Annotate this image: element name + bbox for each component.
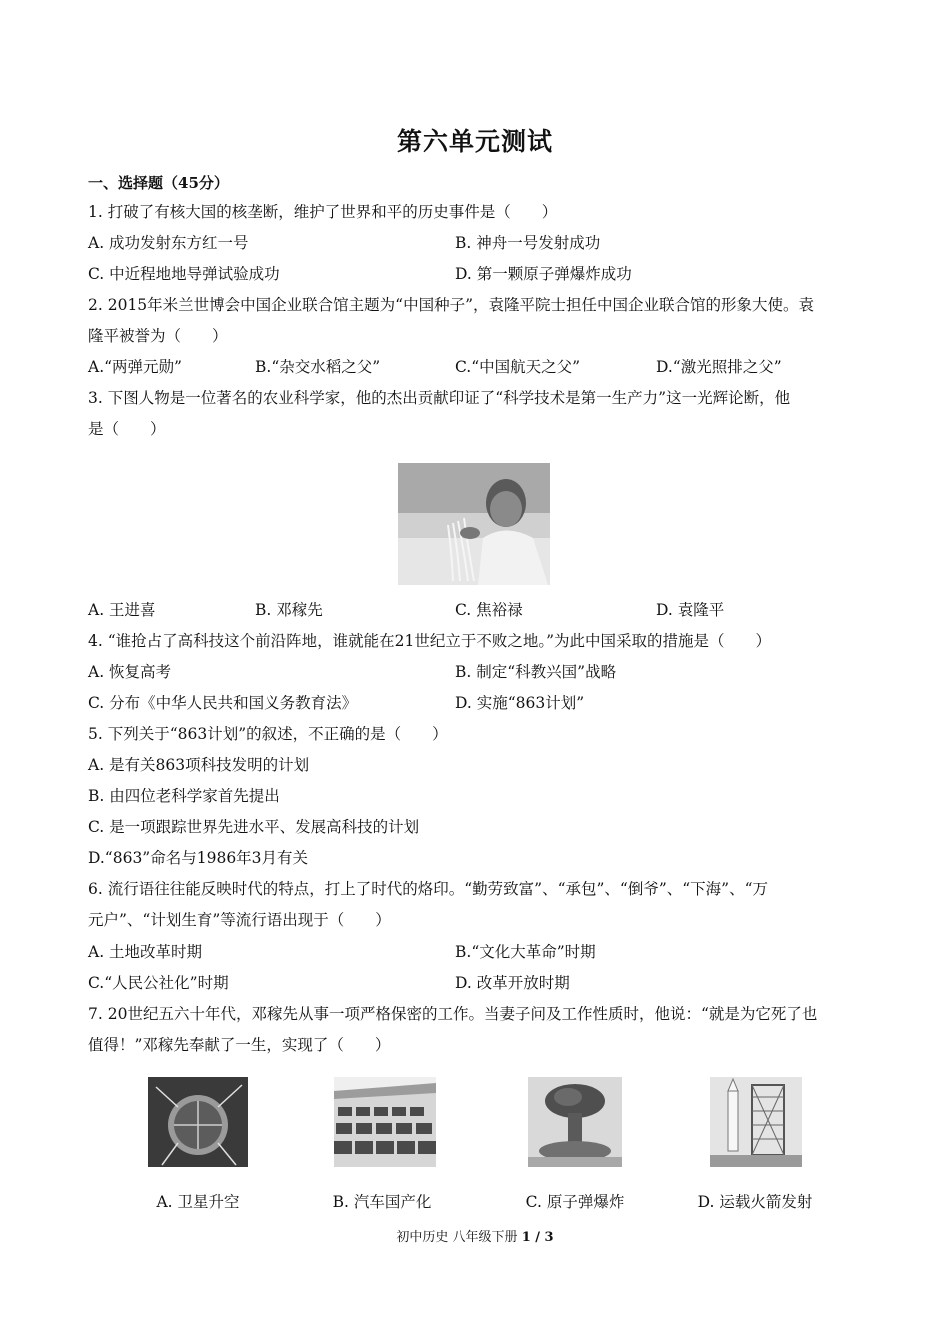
q3-option-b: B. 邓稼先 <box>255 601 323 619</box>
scientist-photo <box>398 463 550 585</box>
footer-page-number: 1 / 3 <box>521 1230 554 1245</box>
q1-option-b: B. 神舟一号发射成功 <box>455 234 601 252</box>
q6-option-c: C.“人民公社化”时期 <box>88 974 229 992</box>
q3-option-a: A. 王进喜 <box>88 601 156 619</box>
cars-photo <box>334 1077 436 1167</box>
q1-option-c: C. 中近程地地导弹试验成功 <box>88 265 280 283</box>
q7-caption-d: D. 运载火箭发射 <box>697 1193 813 1211</box>
question-4-stem: 4. “谁抢占了高科技这个前沿阵地，谁就能在21世纪立于不败之地。”为此中国采取的措施是（ ） <box>88 632 772 650</box>
q1-option-d: D. 第一颗原子弹爆炸成功 <box>455 265 632 283</box>
q5-option-b: B. 由四位老科学家首先提出 <box>88 787 280 805</box>
page-footer <box>0 1226 950 1245</box>
q2-option-a: A.“两弹元勋” <box>88 358 182 376</box>
q1-option-a: A. 成功发射东方红一号 <box>88 234 249 252</box>
question-7-stem-line2: 值得！”邓稼先奉献了一生，实现了（ ） <box>88 1036 391 1054</box>
q4-option-a: A. 恢复高考 <box>88 663 172 681</box>
question-6-stem-line2: 元户”、“计划生育”等流行语出现于（ ） <box>88 911 391 929</box>
section-heading: 一、选择题（45分） <box>88 174 229 192</box>
question-6-stem-line1: 6. 流行语往往能反映时代的特点，打上了时代的烙印。“勤劳致富”、“承包”、“倒爷”、“下海”、“万 <box>88 880 769 898</box>
question-3-stem-line2: 是（ ） <box>88 420 166 438</box>
q7-caption-a: A. 卫星升空 <box>156 1193 240 1211</box>
q4-option-d: D. 实施“863计划” <box>455 694 585 712</box>
q6-option-b: B.“文化大革命”时期 <box>455 943 596 961</box>
q6-option-d: D. 改革开放时期 <box>455 974 570 992</box>
q2-option-b: B.“杂交水稻之父” <box>255 358 381 376</box>
page-title: 第六单元测试 <box>396 127 553 156</box>
q3-option-c: C. 焦裕禄 <box>455 601 523 619</box>
question-7-stem-line1: 7. 20世纪五六十年代，邓稼先从事一项严格保密的工作。当妻子问及工作性质时，他说：“就是为它死了也 <box>88 1005 818 1023</box>
q6-option-a: A. 土地改革时期 <box>88 943 203 961</box>
footer-subject: 初中历史 八年级下册 <box>396 1230 518 1245</box>
q7-caption-b: B. 汽车国产化 <box>332 1193 432 1211</box>
rocket-launch-photo <box>710 1077 802 1167</box>
satellite-photo <box>148 1077 248 1167</box>
q5-option-c: C. 是一项跟踪世界先进水平、发展高科技的计划 <box>88 818 420 836</box>
question-3-stem-line1: 3. 下图人物是一位著名的农业科学家，他的杰出贡献印证了“科学技术是第一生产力”这一光辉论断，他 <box>88 389 791 407</box>
question-2-stem-line2: 隆平被誉为（ ） <box>88 327 228 345</box>
q2-option-d: D.“激光照排之父” <box>656 358 782 376</box>
q7-caption-c: C. 原子弹爆炸 <box>525 1193 625 1211</box>
q4-option-c: C. 分布《中华人民共和国义务教育法》 <box>88 694 358 712</box>
question-5-stem: 5. 下列关于“863计划”的叙述，不正确的是（ ） <box>88 725 448 743</box>
mushroom-cloud-photo <box>528 1077 622 1167</box>
question-2-stem-line1: 2. 2015年米兰世博会中国企业联合馆主题为“中国种子”，袁隆平院士担任中国企业联合馆的形象大使。袁 <box>88 296 815 314</box>
q4-option-b: B. 制定“科教兴国”战略 <box>455 663 617 681</box>
q3-option-d: D. 袁隆平 <box>656 601 725 619</box>
question-1-stem: 1. 打破了有核大国的核垄断，维护了世界和平的历史事件是（ ） <box>88 203 558 221</box>
q5-option-a: A. 是有关863项科技发明的计划 <box>88 756 310 774</box>
q2-option-c: C.“中国航天之父” <box>455 358 581 376</box>
q5-option-d: D.“863”命名与1986年3月有关 <box>88 849 309 867</box>
